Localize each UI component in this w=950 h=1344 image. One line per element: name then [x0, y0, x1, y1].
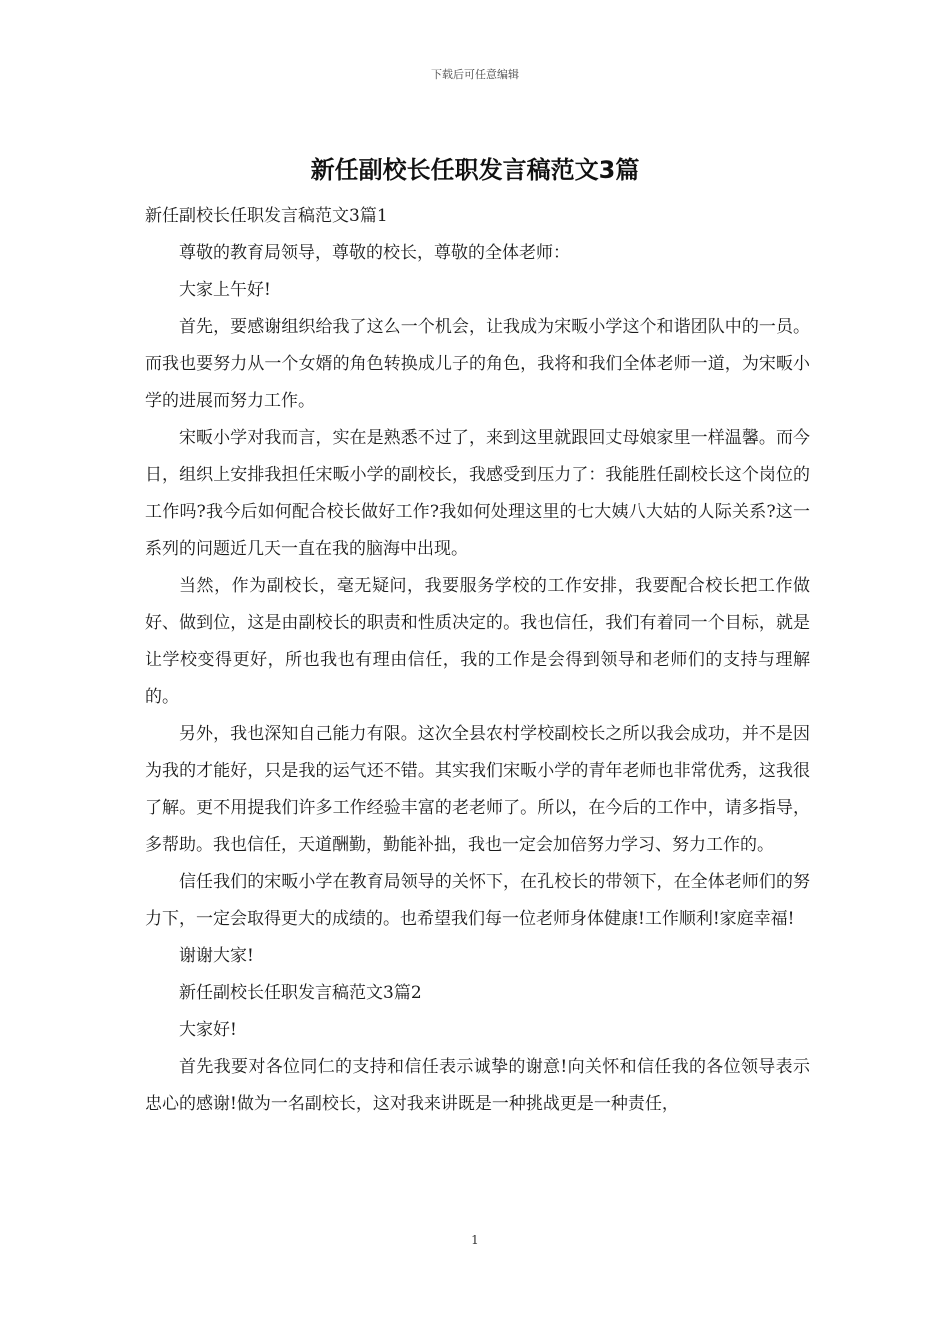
paragraph: 首先，要感谢组织给我了这么一个机会，让我成为宋畈小学这个和谐团队中的一员。而我也要努力从一个女婿的角色转换成儿子的角色，我将和我们全体老师一道，为宋畈小学的进展而努力工作。	[145, 317, 810, 411]
paragraph: 信任我们的宋畈小学在教育局领导的关怀下，在孔校长的带领下，在全体老师们的努力下，一定会取得更大的成绩的。也希望我们每一位老师身体健康!工作顺利!家庭幸福!	[145, 872, 810, 929]
header-note: 下载后可任意编辑	[431, 68, 519, 81]
closing: 谢谢大家!	[179, 946, 254, 966]
paragraph: 另外，我也深知自己能力有限。这次全县农村学校副校长之所以我会成功，并不是因为我的才能好，只是我的运气还不错。其实我们宋畈小学的青年老师也非常优秀，这我很了解。更不用提我们许多工作经验丰富的老老师了。所以，在今后的工作中，请多指导，多帮助。我也信任，天道酬勤，勤能补拙，我也一定会加倍努力学习、努力工作的。	[145, 724, 810, 855]
paragraph: 首先我要对各位同仁的支持和信任表示诚挚的谢意!向关怀和信任我的各位领导表示忠心的感谢!做为一名副校长，这对我来讲既是一种挑战更是一种责任，	[145, 1057, 810, 1114]
greeting: 大家上午好!	[179, 280, 271, 300]
section-heading-2: 新任副校长任职发言稿范文3篇2	[179, 983, 422, 1003]
document-title: 新任副校长任职发言稿范文3篇	[310, 156, 640, 184]
paragraph: 宋畈小学对我而言，实在是熟悉不过了，来到这里就跟回丈母娘家里一样温馨。而今日，组织上安排我担任宋畈小学的副校长，我感受到压力了：我能胜任副校长这个岗位的工作吗?我今后如何配合校长做好工作?我如何处理这里的七大姨八大姑的人际关系?这一系列的问题近几天一直在我的脑海中出现。	[145, 428, 810, 559]
section-heading-1: 新任副校长任职发言稿范文3篇1	[145, 206, 388, 226]
paragraph: 当然，作为副校长，毫无疑问，我要服务学校的工作安排，我要配合校长把工作做好、做到位，这是由副校长的职责和性质决定的。我也信任，我们有着同一个目标，就是让学校变得更好，所也我也有理由信任，我的工作是会得到领导和老师们的支持与理解的。	[145, 576, 810, 707]
greeting: 大家好!	[179, 1020, 237, 1040]
page-number: 1	[471, 1233, 479, 1247]
salutation: 尊敬的教育局领导，尊敬的校长，尊敬的全体老师：	[179, 243, 570, 263]
document-body	[145, 198, 810, 1123]
